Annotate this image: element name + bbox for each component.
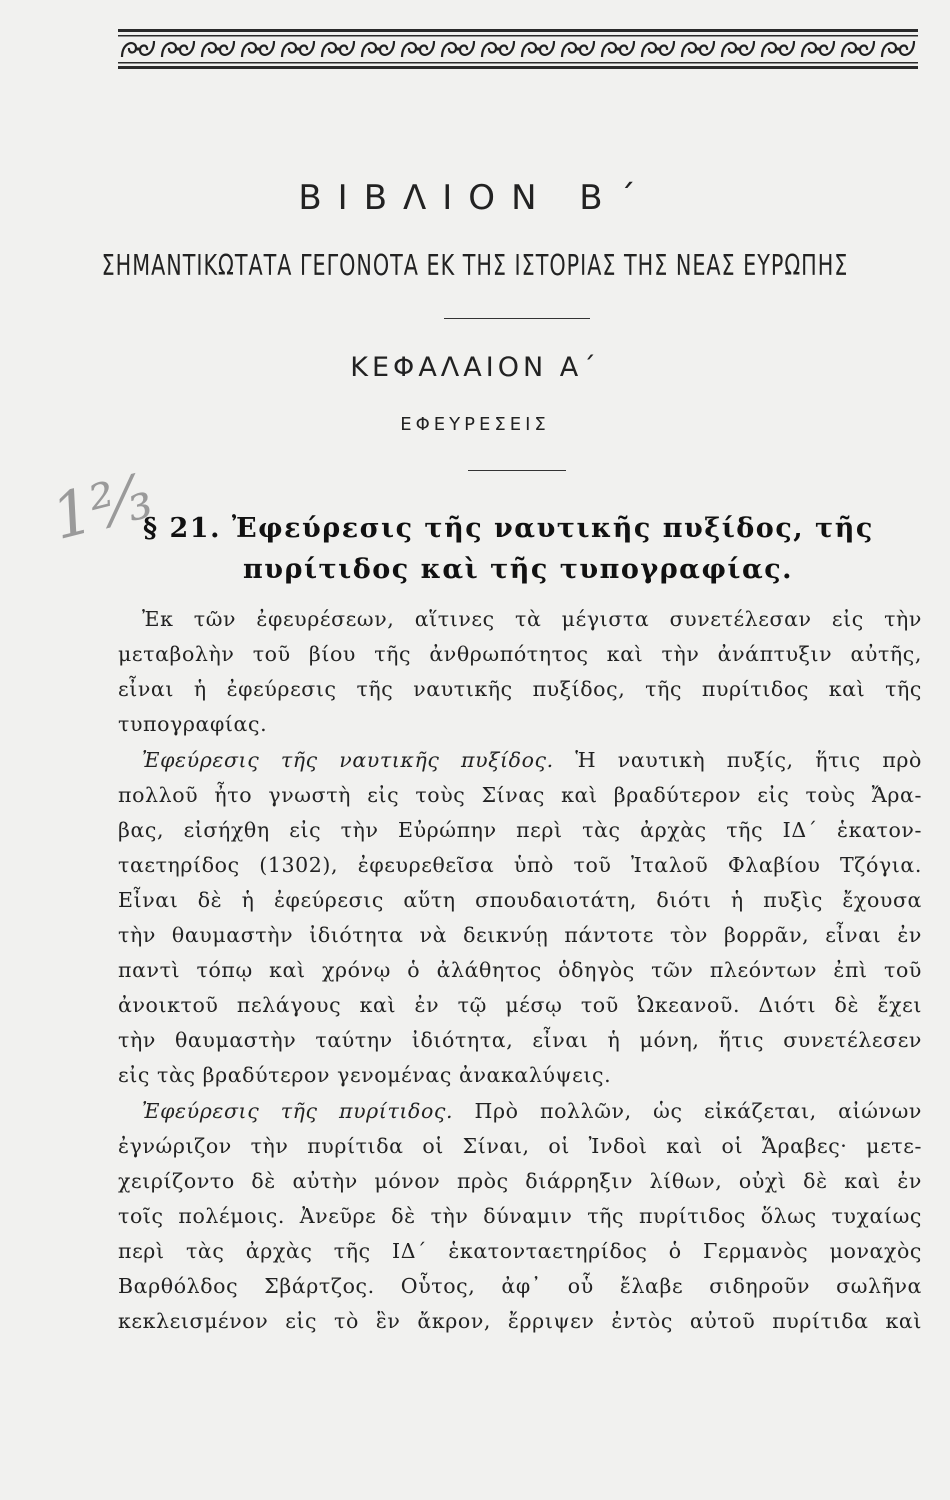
paragraph <box>118 743 922 1093</box>
text-line: κεκλεισμένον εἰς τὸ ἓν ἄκρον, ἔρριψεν ἐντὸς αὐτοῦ πυρίτιδα καὶ <box>118 1309 922 1333</box>
body-text <box>118 602 922 1339</box>
text-line <box>118 743 922 778</box>
decorative-border-ornament <box>118 28 918 70</box>
text-line: τοῖς πολέμοις. Ἀνεῦρε δὲ τὴν δύναμιν τῆς πυρίτιδος ὅλως τυχαίως <box>118 1204 922 1228</box>
book-subtitle: ΣΗΜΑΝΤΙΚΩΤΑΤΑ ΓΕΓΟΝΟΤΑ ΕΚ ΤΗΣ ΙΣΤΟΡΙΑΣ ΤΗΣ ΝΕΑΣ ΕΥΡΩΠΗΣ <box>101 249 849 283</box>
text-line: ταετηρίδος (1302), ἐφευρεθεῖσα ὑπὸ τοῦ Ἰταλοῦ Φλαβίου Τζόγια. <box>118 853 922 877</box>
text-fragment: Ἡ ναυτικὴ πυξίς, ἥτις πρὸ <box>553 748 922 772</box>
text-line: περὶ τὰς ἀρχὰς τῆς ΙΔ΄ ἑκατονταετηρίδος ὁ Γερμανὸς μοναχὸς <box>118 1239 922 1263</box>
book-title: ΒΙΒΛΙΟΝ Β΄ <box>298 178 652 218</box>
chapter-title: ΚΕΦΑΛΑΙΟΝ Α΄ <box>350 352 600 383</box>
text-fragment: Πρὸ πολλῶν, ὡς εἰκάζεται, αἰώνων <box>453 1099 922 1123</box>
text-line: πολλοῦ ἦτο γνωστὴ εἰς τοὺς Σίνας καὶ βραδύτερον εἰς τοὺς Ἄρα- <box>118 783 922 807</box>
section-heading <box>143 508 903 590</box>
chapter-subtitle: ΕΦΕΥΡΕΣΕΙΣ <box>400 414 550 435</box>
text-line: ἐγνώριζον τὴν πυρίτιδα οἱ Σίναι, οἱ Ἰνδοὶ καὶ οἱ Ἄραβες· μετε- <box>118 1134 922 1158</box>
text-line: Ἐκ τῶν ἐφευρέσεων, αἵτινες τὰ μέγιστα συνετέλεσαν εἰς τὴν <box>142 607 922 631</box>
section-heading-line: § 21. Ἐφεύρεσις τῆς ναυτικῆς πυξίδος, τῆς <box>143 513 874 544</box>
text-line: Εἶναι δὲ ἡ ἐφεύρεσις αὕτη σπουδαιοτάτη, διότι ἡ πυξὶς ἔχουσα <box>118 888 922 912</box>
paragraph <box>118 602 922 742</box>
text-line: τυπογραφίας. <box>118 712 268 736</box>
handwritten-margin-note: 1⅔ <box>44 459 159 554</box>
text-line: Βαρθόλδος Σβάρτζος. Οὗτος, ἀφ᾽ οὗ ἔλαβε σιδηροῦν σωλῆνα <box>118 1274 922 1298</box>
text-line: τὴν θαυμαστὴν ἰδιότητα νὰ δεικνύῃ πάντοτε τὸν βορρᾶν, εἶναι ἐν <box>118 923 922 947</box>
text-line: εἰς τὰς βραδύτερον γενομένας ἀνακαλύψεις. <box>118 1063 612 1087</box>
section-heading-line: πυρίτιδος καὶ τῆς τυπογραφίας. <box>243 554 794 585</box>
text-line: ἀνοικτοῦ πελάγους καὶ ἐν τῷ μέσῳ τοῦ Ὠκεανοῦ. Διότι δὲ ἔχει <box>118 993 922 1017</box>
text-line: μεταβολὴν τοῦ βίου τῆς ἀνθρωπότητος καὶ τὴν ἀνάπτυξιν αὐτῆς, <box>118 642 922 666</box>
paragraph-lead: Ἐφεύρεσις τῆς πυρίτιδος. <box>142 1099 454 1123</box>
text-line: βας, εἰσήχθη εἰς τὴν Εὐρώπην περὶ τὰς ἀρχὰς τῆς ΙΔ΄ ἑκατον- <box>118 818 922 842</box>
text-line: τὴν θαυμαστὴν ταύτην ἰδιότητα, εἶναι ἡ μόνη, ἥτις συνετέλεσεν <box>118 1028 922 1052</box>
text-line: εἶναι ἡ ἐφεύρεσις τῆς ναυτικῆς πυξίδος, τῆς πυρίτιδος καὶ τῆς <box>118 677 922 701</box>
paragraph-lead: Ἐφεύρεσις τῆς ναυτικῆς πυξίδος. <box>142 748 554 772</box>
divider-rule <box>444 318 590 319</box>
divider-rule <box>468 470 566 471</box>
paragraph <box>118 1094 922 1339</box>
text-line: παντὶ τόπῳ καὶ χρόνῳ ὁ ἀλάθητος ὁδηγὸς τῶν πλεόντων ἐπὶ τοῦ <box>118 958 922 982</box>
text-line: χειρίζοντο δὲ αὐτὴν μόνον πρὸς διάρρηξιν λίθων, οὐχὶ δὲ καὶ ἐν <box>118 1169 922 1193</box>
text-line <box>118 1094 922 1129</box>
